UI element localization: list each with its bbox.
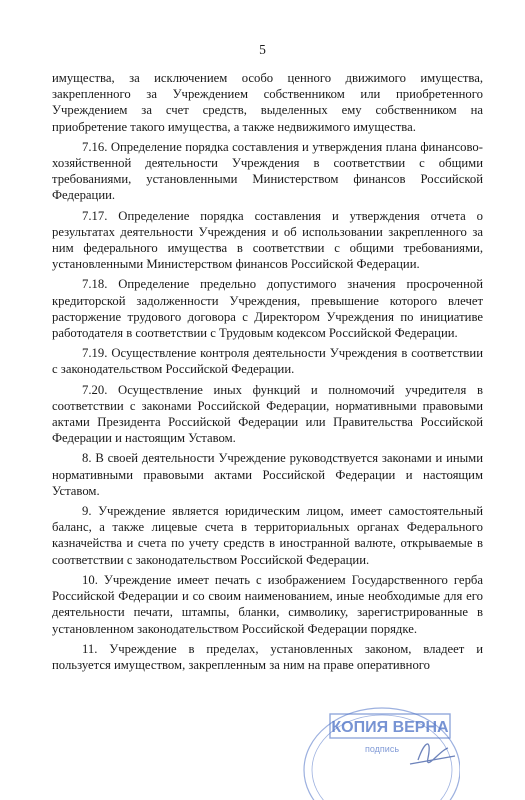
paragraph-7-20: 7.20. Осуществление иных функций и полномочий учредителя в соответствии с законами Российской Федерации, нормативными правовыми актами Президента Российской Федерации или Правительства Российской Федерации и настоящим Уставом. <box>52 382 483 446</box>
stamp-text: КОПИЯ ВЕРНА <box>331 719 449 736</box>
paragraph-8: 8. В своей деятельности Учреждение руководствуется законами и иными нормативными правовыми актами Российской Федерации и настоящим Уставом. <box>52 451 483 498</box>
stamp-graphic <box>290 690 460 800</box>
stamp-caption: подпись <box>364 744 400 754</box>
paragraph-7-18: 7.18. Определение предельно допустимого значения просроченной кредиторской задолженности Учреждения, превышение которого влечет расторжение трудового договора с Директором Учреждения по инициативе работодателя в соответствии с Трудовым кодексом Российской Федерации. <box>52 277 483 341</box>
paragraph-continuation: имущества, за исключением особо ценного движимого имущества, закрепленного за Учреждением собственником или приобретенного Учреждением за счет средств, выделенных ему собственником на приобретение такого имущества, а также недвижимого имущества. <box>52 71 483 134</box>
document-body <box>52 70 483 677</box>
paragraph-11: 11. Учреждение в пределах, установленных законом, владеет и пользуется имуществом, закрепленным за ним на праве оперативного <box>52 641 483 672</box>
paragraph-7-16: 7.16. Определение порядка составления и утверждения плана финансово-хозяйственной деятельности Учреждения в соответствии с общими требованиями, установленными Министерством финансов Российской Федерации. <box>52 139 483 203</box>
signature-mark <box>410 744 455 764</box>
paragraph-7-17: 7.17. Определение порядка составления и утверждения отчета о результатах деятельности Учреждения и об использовании закрепленного за ним федерального имущества в соответствии с общими требованиями, установленными Министерством финансов Российской Федерации. <box>52 208 483 272</box>
copy-stamp <box>290 690 460 800</box>
paragraph-10: 10. Учреждение имеет печать с изображением Государственного герба Российской Федерации и со своим наименованием, иные необходимые для его деятельности печати, штампы, бланки, символику, зарегистрированные в установленном законодательством Российской Федерации порядке. <box>52 572 483 636</box>
page-number: 5 <box>259 42 266 57</box>
paragraph-9: 9. Учреждение является юридическим лицом, имеет самостоятельный баланс, а также лицевые счета в территориальных органах Федерального казначейства и счета по учету средств в иностранной валюте, открываемые в соответствии с законодательством Российской Федерации. <box>52 504 483 567</box>
paragraph-7-19: 7.19. Осуществление контроля деятельности Учреждения в соответствии с законодательством Российской Федерации. <box>52 346 483 377</box>
